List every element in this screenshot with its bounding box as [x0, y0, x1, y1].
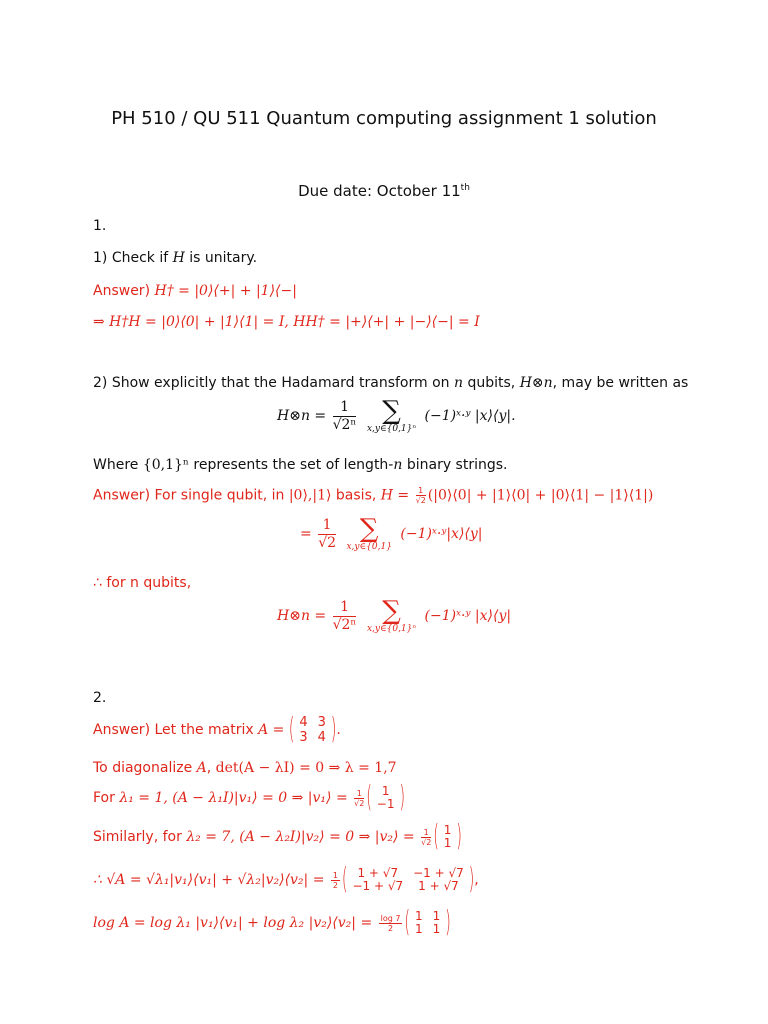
q1-suffix: is unitary.	[184, 250, 258, 266]
matrix-cell: −1 + √7	[352, 879, 404, 893]
a1-eq: H† = |0⟩⟨+| + |1⟩⟨−|	[154, 283, 297, 299]
matrix-cell: 1 + √7	[357, 866, 399, 880]
p2-l5-den: 2	[332, 880, 338, 890]
matrix-cell: 1	[432, 922, 441, 936]
a2-eq3-sum-limit: x,y∈{0,1}ⁿ	[366, 624, 417, 634]
a2-lhs: H =	[380, 487, 410, 504]
vector-cell: 1	[381, 784, 390, 798]
a2-den: √2	[415, 496, 426, 505]
a2-equation-3	[277, 598, 511, 634]
problem1-a2	[93, 486, 653, 505]
vector-cell: −1	[376, 797, 395, 811]
a2-num: 1	[416, 486, 426, 496]
matrix-cell: 1	[414, 922, 423, 936]
vector-v1: ( 1 −1 )	[366, 781, 405, 815]
q2-eq-num: 1	[333, 399, 357, 417]
matrix-a: ( 4 3 3 4 )	[288, 713, 337, 747]
p2-l5-fraction	[331, 871, 340, 890]
p2-l5-pre: ∴ √A = √λ₁|v₁⟩⟨v₁| + √λ₂|v₂⟩⟨v₂| =	[93, 872, 325, 888]
a2-eq3-sum	[367, 598, 416, 634]
p2-l1-text: Answer) Let the matrix	[93, 722, 259, 738]
p2-l4-text: Similarly, for	[93, 829, 187, 845]
q2-op: H⊗n	[519, 375, 553, 391]
a2-mid: basis,	[331, 487, 381, 504]
a2-eq3-num: 1	[333, 599, 357, 617]
problem2-line4	[93, 820, 462, 854]
p2-l2-eq: det(A − λI) = 0 ⇒ λ = 1,7	[215, 760, 397, 776]
q2-prefix: 2) Show explicitly that the Hadamard transform on	[93, 375, 454, 391]
q2-var: n	[453, 375, 464, 391]
q2-eq-rhs: (−1)ˣ·ʸ |x⟩⟨y|.	[424, 408, 516, 424]
a2-basis: |0⟩,|1⟩	[288, 487, 332, 504]
q2-eq-lhs: H⊗n =	[277, 408, 327, 424]
problem2-line3	[93, 781, 405, 815]
sigma-symbol: ∑	[382, 396, 401, 426]
a2-equation-2	[300, 516, 483, 552]
vector-cell: 1	[443, 836, 452, 850]
a2-therefore: ∴ for n qubits,	[93, 575, 192, 591]
q2-equation	[277, 398, 516, 434]
p2-l4-den: √2	[421, 837, 432, 847]
a2-eq2-den: √2	[318, 534, 337, 551]
a2-eq3-rhs: (−1)ˣ·ʸ |x⟩⟨y|	[424, 608, 512, 624]
problem2-number: 2.	[93, 690, 107, 706]
problem2-line6	[93, 906, 451, 940]
q1-var: H	[172, 250, 185, 266]
matrix-cell: 3	[299, 730, 308, 745]
q2-mid: qubits,	[463, 375, 520, 391]
a2-rhs: (|0⟩⟨0| + |1⟩⟨0| + |0⟩⟨1| − |1⟩⟨1|)	[427, 487, 654, 504]
problem1-q2	[93, 374, 688, 392]
problem2-line5	[93, 863, 479, 897]
a2-eq3-lhs: H⊗n =	[277, 608, 327, 624]
p2-l3-text: For	[93, 790, 120, 806]
document-title: PH 510 / QU 511 Quantum computing assignment 1 solution	[111, 108, 657, 129]
due-date	[0, 182, 768, 200]
problem1-a1-line2: ⇒ H†H = |0⟩⟨0| + |1⟩⟨1| = I, HH† = |+⟩⟨+| + |−⟩⟨−| = I	[93, 314, 480, 330]
problem2-line1	[93, 715, 341, 745]
matrix-cell: 4	[299, 715, 308, 730]
a2-eq2-fraction	[318, 517, 336, 552]
p2-l3-num: 1	[354, 789, 364, 799]
matrix-cell: −1 + √7	[413, 866, 464, 880]
p2-l3-den: √2	[354, 798, 365, 808]
problem1-a1	[93, 282, 297, 300]
a2-eq2-sum-limit: x,y∈{0,1}	[346, 542, 392, 552]
p2-l5-num: 1	[332, 870, 338, 880]
where-mid: represents the set of length-	[188, 457, 394, 473]
q2-eq-fraction	[333, 399, 357, 434]
p2-l3-fraction	[354, 789, 364, 808]
a2-label: Answer) For single qubit, in	[93, 487, 289, 504]
a2-fraction	[416, 486, 426, 505]
problem1-q1	[93, 249, 257, 267]
where-var: n	[393, 457, 403, 473]
problem1-number: 1.	[93, 218, 107, 234]
q2-eq-den: √2ⁿ	[332, 416, 357, 433]
p2-l4-num: 1	[421, 828, 431, 838]
p2-l6-den: 2	[388, 923, 394, 933]
due-date-text: Due date: October 11	[298, 182, 461, 200]
p2-l1-lhs: A =	[258, 722, 285, 738]
matrix-cell: 3	[317, 715, 326, 730]
where-suffix: binary strings.	[402, 457, 508, 473]
a2-eq2-sum	[346, 516, 391, 552]
matrix-log-a: ( 1 1 1 1 )	[404, 906, 451, 940]
q2-eq-sum-limit: x,y∈{0,1}ⁿ	[366, 424, 417, 434]
q2-suffix: , may be written as	[552, 375, 689, 391]
p2-l5-end: ,	[474, 872, 479, 888]
sigma-symbol: ∑	[359, 514, 379, 544]
p2-l2-text: To diagonalize	[93, 760, 197, 776]
matrix-cell: 1	[432, 909, 441, 923]
a2-eq2-lhs: =	[300, 526, 312, 542]
p2-l3-eq: λ₁ = 1, (A − λ₁I)|v₁⟩ = 0 ⇒ |v₁⟩ =	[119, 790, 348, 806]
where-prefix: Where	[93, 457, 143, 473]
a2-eq2-rhs: (−1)ˣ·ʸ|x⟩⟨y|	[400, 526, 483, 542]
p2-l6-pre: log A = log λ₁ |v₁⟩⟨v₁| + log λ₂ |v₂⟩⟨v₂| =	[93, 915, 373, 931]
a2-eq2-num: 1	[318, 517, 336, 535]
sigma-symbol: ∑	[382, 596, 401, 626]
p2-l1-end: .	[336, 722, 341, 738]
a2-eq3-fraction	[333, 599, 357, 634]
p2-l4-eq: λ₂ = 7, (A − λ₂I)|v₂⟩ = 0 ⇒ |v₂⟩ =	[186, 829, 415, 845]
matrix-sqrt-a: ( 1 + √7 −1 + √7 −1 + √7 1 + √7 )	[342, 863, 475, 897]
matrix-cell: 4	[317, 730, 326, 745]
vector-cell: 1	[443, 823, 452, 837]
q2-eq-sum	[367, 398, 416, 434]
matrix-cell: 1 + √7	[418, 879, 459, 893]
matrix-cell: 1	[414, 909, 423, 923]
vector-v2: ( 1 1 )	[433, 820, 462, 854]
p2-l2-sep: ,	[206, 760, 216, 776]
due-date-sup: th	[460, 183, 470, 193]
p2-l6-fraction	[379, 914, 403, 933]
where-set: {0,1}ⁿ	[142, 457, 189, 473]
a2-eq3-den: √2ⁿ	[332, 616, 357, 633]
p2-l6-num: log 7	[380, 913, 401, 923]
p2-l2-var: A	[196, 760, 207, 776]
a1-label: Answer)	[93, 283, 155, 299]
problem1-where	[93, 456, 508, 474]
p2-l4-fraction	[421, 828, 431, 847]
q1-prefix: 1) Check if	[93, 250, 173, 266]
problem2-line2	[93, 759, 397, 777]
